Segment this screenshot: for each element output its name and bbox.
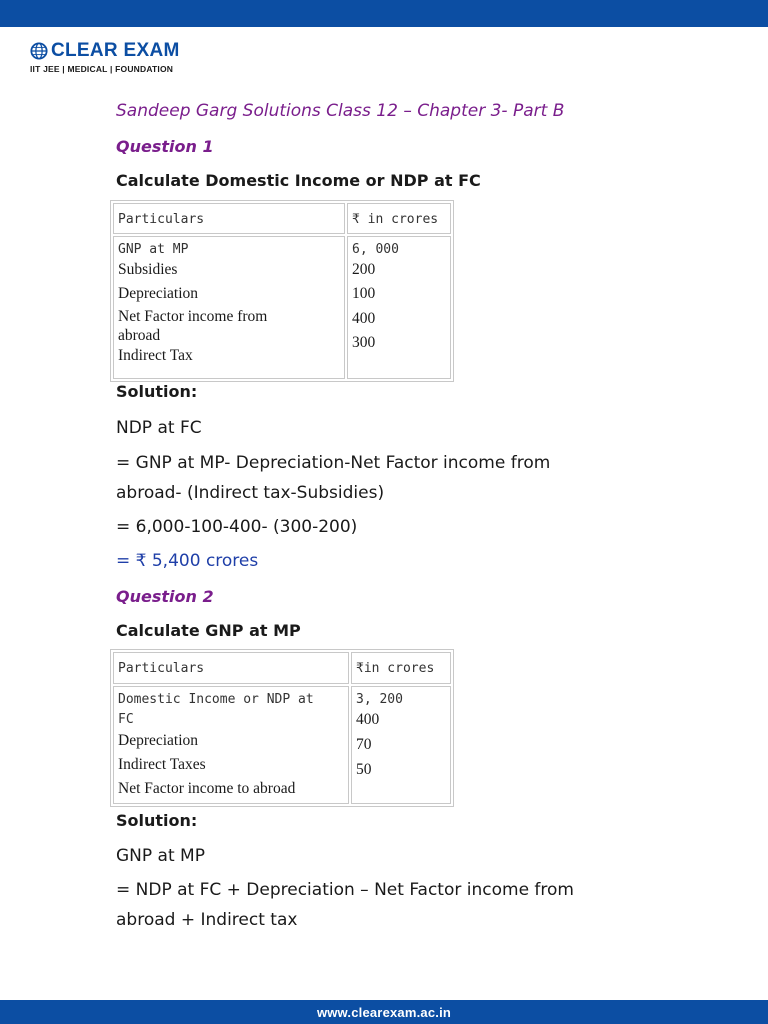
table-header-row (113, 652, 451, 684)
question-1-answer: = ₹ 5,400 crores (116, 551, 259, 571)
question-1-prompt: Calculate Domestic Income or NDP at FC (116, 171, 481, 190)
question-2-solution-label: Solution: (116, 811, 198, 830)
footer-banner (0, 1000, 768, 1024)
top-banner (0, 0, 768, 27)
list-item: Domestic Income or NDP at (118, 692, 314, 707)
table-header-amount: ₹in crores (351, 652, 451, 684)
list-item: Depreciation (118, 732, 199, 749)
table-header-amount: ₹ in crores (347, 203, 451, 234)
table-row (113, 236, 451, 379)
question-1-label: Question 1 (116, 137, 214, 156)
table-cell-items (113, 236, 345, 379)
solution-line: NDP at FC (116, 418, 202, 438)
list-item: 400 (352, 310, 376, 327)
solution-line: abroad- (Indirect tax-Subsidies) (116, 483, 385, 503)
list-item: Depreciation (118, 285, 199, 302)
clear-exam-logo (30, 40, 180, 74)
brand-name: CLEAR EXAM (51, 40, 180, 61)
list-item: Indirect Tax (118, 347, 193, 364)
document-title: Sandeep Garg Solutions Class 12 – Chapter 3- Part B (116, 101, 565, 121)
list-item: 6, 000 (352, 242, 399, 257)
list-item: Net Factor income to abroad (118, 780, 296, 797)
question-1-table (110, 200, 454, 382)
table-cell-values (347, 236, 451, 379)
table-cell-values (351, 686, 451, 804)
question-1-solution-label: Solution: (116, 382, 198, 401)
question-2-label: Question 2 (116, 587, 214, 606)
table-row (113, 686, 451, 804)
table-header-row (113, 203, 451, 234)
solution-line: = NDP at FC + Depreciation – Net Factor income from (116, 880, 574, 900)
footer-url: www.clearexam.ac.in (316, 1004, 452, 1020)
table-header-particulars: Particulars (113, 652, 349, 684)
list-item: GNP at MP (118, 242, 189, 257)
list-item: Subsidies (118, 261, 178, 278)
list-item: FC (118, 712, 134, 727)
question-2-prompt: Calculate GNP at MP (116, 621, 301, 640)
list-item: Net Factor income from (118, 308, 268, 325)
solution-line: = GNP at MP- Depreciation-Net Factor income from (116, 453, 551, 473)
list-item: 400 (356, 711, 380, 728)
table-cell-items (113, 686, 349, 804)
brand-tagline: IIT JEE | MEDICAL | FOUNDATION (30, 64, 174, 74)
list-item: 100 (352, 285, 376, 302)
list-item: 50 (356, 761, 372, 778)
list-item: 3, 200 (356, 692, 403, 707)
list-item: Indirect Taxes (118, 756, 206, 773)
list-item: 300 (352, 334, 376, 351)
globe-icon (30, 42, 48, 60)
question-2-table (110, 649, 454, 807)
list-item: 70 (356, 736, 372, 753)
list-item: abroad (118, 327, 161, 344)
solution-line: GNP at MP (116, 846, 205, 866)
table-header-particulars: Particulars (113, 203, 345, 234)
solution-line: = 6,000-100-400- (300-200) (116, 517, 358, 537)
list-item: 200 (352, 261, 376, 278)
solution-line: abroad + Indirect tax (116, 910, 298, 930)
